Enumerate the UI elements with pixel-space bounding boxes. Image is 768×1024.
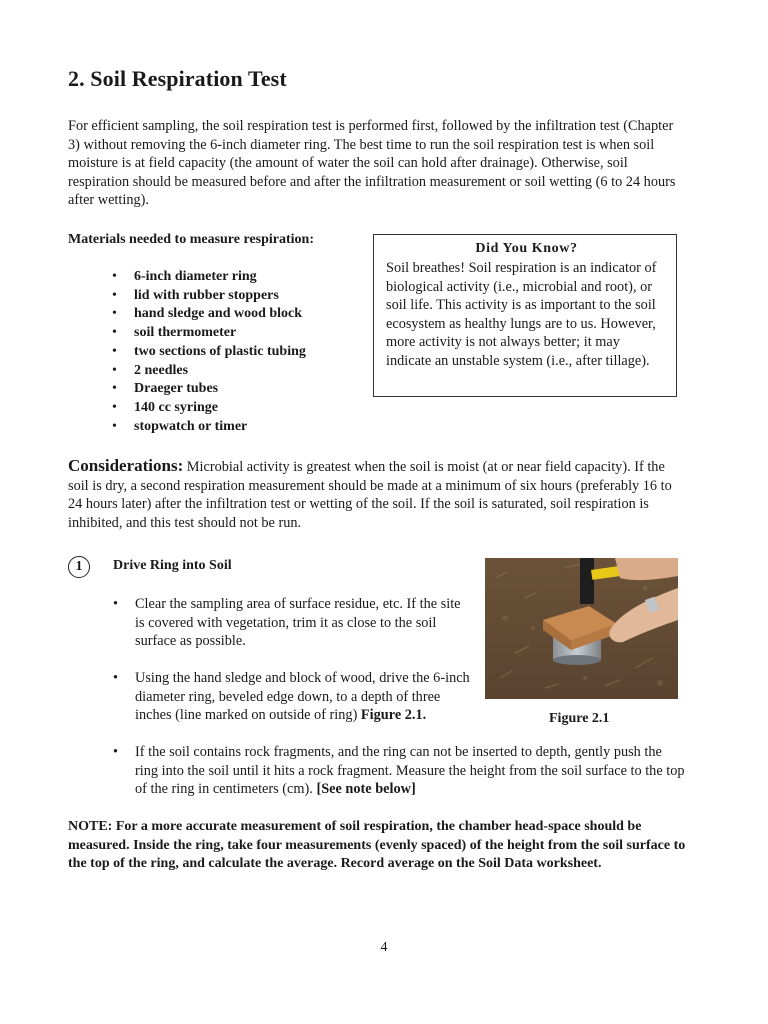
step-bullet-clear-area: • Clear the sampling area of surface residue, etc. If the site is covered with vegetation, trim it as close to the soil surface as possible. — [113, 595, 463, 651]
soil-ring-photo-illustration — [485, 558, 678, 699]
page-number: 4 — [380, 940, 388, 955]
figure-caption: Figure 2.1 — [549, 711, 610, 726]
note-paragraph: NOTE: For a more accurate measurement of soil respiration, the chamber head-space should be measured. Inside the ring, take four measurements (evenly spaced) of the height from the soil surface to the top of the ring, and calculate the average. Record average on the Soil Data worksheet. — [68, 819, 686, 872]
list-item: • soil thermometer — [112, 324, 306, 343]
list-item: • 6-inch diameter ring — [112, 268, 306, 287]
page-title: 2. Soil Respiration Test — [68, 66, 287, 91]
materials-heading: Materials needed to measure respiration: — [68, 232, 314, 247]
list-item: • Draeger tubes — [112, 380, 306, 399]
list-item: • 2 needles — [112, 362, 306, 381]
did-you-know-box — [373, 234, 677, 397]
did-you-know-title: Did You Know? — [475, 241, 578, 256]
list-item: • hand sledge and wood block — [112, 305, 306, 324]
figure-2-1-photo — [485, 558, 678, 699]
considerations-paragraph — [68, 457, 688, 532]
figure-reference: Figure 2.1. — [360, 707, 427, 724]
note-reference: [See note below] — [316, 781, 416, 798]
did-you-know-text: Soil breathes! Soil respiration is an indicator of biological activity (i.e., microbial and root), or soil life. This activity is as important to the soil ecosystem as healthy lungs are to us. However, more activity is not always better; it may indicate an unstable system (i.e., after tillage). — [386, 260, 657, 369]
step-title: Drive Ring into Soil — [113, 558, 232, 573]
step-bullet-drive-ring: • Using the hand sledge and block of wood, drive the 6-inch diameter ring, beveled edge down, to a depth of three inches (line marked on outside of ring) Figure 2.1. — [113, 670, 470, 724]
materials-list — [112, 268, 306, 436]
list-item: • 140 cc syringe — [112, 399, 306, 418]
bullet-text: If the soil contains rock fragments, and the ring can not be inserted to depth, gently push the ring into the soil until it hits a rock fragment. Measure the height from the soil surface to the top of the ring in centimeters (cm). — [135, 744, 685, 798]
considerations-label: Considerations: — [68, 456, 184, 475]
step-bullet-rock-fragments: • If the soil contains rock fragments, and the ring can not be inserted to depth, gently push the ring into the soil until it hits a rock fragment. Measure the height from the soil surface to the top of the ring in centimeters (cm). [See note below] — [113, 744, 685, 798]
intro-paragraph: For efficient sampling, the soil respiration test is performed first, followed by the infiltration test (Chapter 3) without removing the 6-inch diameter ring. The best time to run the soil respiration test is when soil moisture is at field capacity (the amount of water the soil can hold after drainage). Otherwise, soil respiration should be measured before and after the infiltration measurement or soil wetting (6 to 24 hours after wetting). — [68, 118, 676, 209]
list-item: • two sections of plastic tubing — [112, 343, 306, 362]
bullet-text: Using the hand sledge and block of wood, drive the 6-inch diameter ring, beveled edge down, to a depth of three inches (line marked on outside of ring) — [135, 670, 470, 724]
step-number-badge: 1 — [68, 556, 90, 578]
list-item: • lid with rubber stoppers — [112, 287, 306, 306]
list-item: • stopwatch or timer — [112, 418, 306, 437]
bullet-text: Clear the sampling area of surface residue, etc. If the site is covered with vegetation, trim it as close to the soil surface as possible. — [135, 596, 461, 650]
considerations-text: Microbial activity is greatest when the soil is moist (at or near field capacity). If the soil is dry, a second respiration measurement should be made at a minimum of six hours (preferably 16 to 24 hours later) after the infiltration test or wetting of the soil. If the soil is saturated, soil respiration is inhibited, and this test should not be run. — [68, 459, 672, 531]
